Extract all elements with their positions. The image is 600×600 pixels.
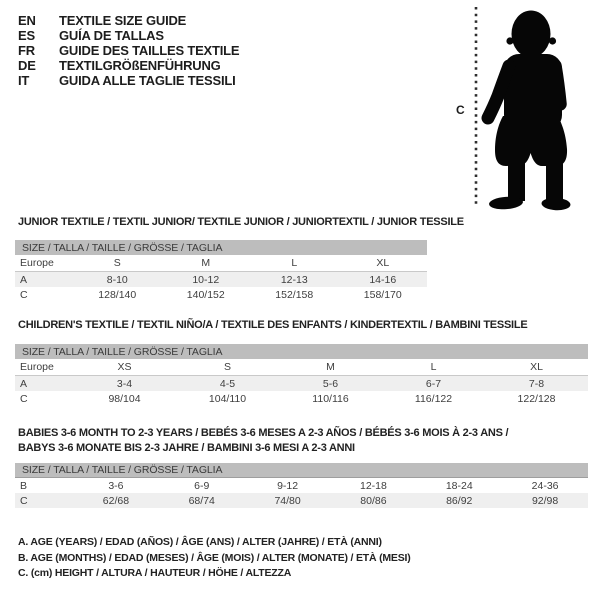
language-title: GUIDA ALLE TAGLIE TESSILI <box>59 73 236 88</box>
language-title: GUIDE DES TAILLES TEXTILE <box>59 43 240 58</box>
table-row <box>15 478 588 493</box>
region-label: Europe <box>20 257 54 269</box>
value-cell: 74/80 <box>274 494 301 507</box>
value-cell: 8-10 <box>106 273 128 286</box>
value-cell: 122/128 <box>517 392 556 405</box>
value-cell: 24-36 <box>531 479 559 492</box>
size-column-header: S <box>223 361 231 373</box>
value-cell: 140/152 <box>186 288 225 301</box>
language-row <box>18 73 239 88</box>
row-label: C <box>20 494 28 507</box>
language-code: DE <box>18 58 36 73</box>
junior-table-title <box>18 215 464 230</box>
title-line: BABIES 3-6 MONTH TO 2-3 YEARS / BEBÉS 3-6 MESES A 2-3 AÑOS / BÉBÉS 3-6 MOIS À 2-3 ANS / <box>18 427 509 439</box>
value-cell: 116/122 <box>414 392 453 405</box>
value-cell: 68/74 <box>188 494 215 507</box>
baby-silhouette <box>488 11 571 211</box>
language-row <box>18 58 239 73</box>
children-size-table <box>15 344 588 406</box>
language-code: EN <box>18 13 36 28</box>
row-label: A <box>20 377 28 390</box>
size-column-header: M <box>326 361 335 373</box>
size-column-header: S <box>113 257 121 269</box>
language-code: IT <box>18 73 30 88</box>
value-cell: 3-6 <box>108 479 124 492</box>
row-label: B <box>20 479 28 492</box>
size-header-bar: SIZE / TALLA / TAILLE / GRÖSSE / TAGLIA <box>15 240 427 255</box>
value-cell: 9-12 <box>277 479 299 492</box>
value-cell: 6-9 <box>194 479 210 492</box>
language-row <box>18 13 239 28</box>
value-cell: 6-7 <box>425 377 442 390</box>
baby-silhouette-figure <box>450 4 580 216</box>
language-code: ES <box>18 28 35 43</box>
region-label: Europe <box>20 361 54 373</box>
junior-size-table <box>15 240 427 302</box>
size-column-header: XL <box>376 257 390 269</box>
row-label: A <box>20 273 28 286</box>
value-cell: 110/116 <box>312 392 349 405</box>
table-row <box>15 493 588 508</box>
babies-size-table <box>15 463 588 508</box>
legend-line-age-years: A. AGE (YEARS) / EDAD (AÑOS) / ÂGE (ANS) / ALTER (JAHRE) / ETÀ (ANNI) <box>18 536 382 548</box>
value-cell: 7-8 <box>528 377 545 390</box>
language-title-block <box>18 13 239 88</box>
legend-line-age-months: B. AGE (MONTHS) / EDAD (MESES) / ÂGE (MOIS) / ALTER (MONATE) / ETÀ (MESI) <box>18 551 411 564</box>
children-table-title <box>18 318 527 333</box>
value-cell: 10-12 <box>192 273 220 286</box>
value-cell: 152/158 <box>275 288 314 301</box>
language-row <box>18 28 239 43</box>
value-cell: 62/68 <box>102 494 130 507</box>
babies-table-title <box>18 426 508 456</box>
value-cell: 86/92 <box>446 494 473 507</box>
language-title: GUÍA DE TALLAS <box>59 28 164 43</box>
row-label: C <box>20 288 28 301</box>
size-column-header: L <box>291 257 298 269</box>
legend-line-height: C. (cm) HEIGHT / ALTURA / HAUTEUR / HÖHE / ALTEZZA <box>18 567 292 579</box>
table-row <box>15 287 427 302</box>
value-cell: 80/86 <box>360 494 387 507</box>
value-cell: 5-6 <box>322 377 339 390</box>
value-cell: 98/104 <box>108 392 141 405</box>
language-title: TEXTILGRÖßENFÜHRUNG <box>59 58 221 73</box>
value-cell: 18-24 <box>445 479 473 492</box>
value-cell: 14-16 <box>369 273 397 286</box>
size-column-header: XL <box>530 361 543 373</box>
size-header-bar: SIZE / TALLA / TAILLE / GRÖSSE / TAGLIA <box>15 344 588 359</box>
value-cell: 128/140 <box>98 288 137 301</box>
table-row <box>15 391 588 406</box>
title-line: BABYS 3-6 MONATE BIS 2-3 JAHRE / BAMBINI 3-6 MESI A 2-3 ANNI <box>18 442 355 454</box>
language-title: TEXTILE SIZE GUIDE <box>59 13 187 28</box>
table-row <box>15 272 427 287</box>
region-row <box>15 255 427 272</box>
value-cell: 4-5 <box>219 377 236 390</box>
value-cell: 158/170 <box>363 288 402 301</box>
value-cell: 12-18 <box>359 479 387 492</box>
size-column-header: XS <box>117 361 132 373</box>
size-column-header: L <box>430 361 437 373</box>
table-row <box>15 376 588 391</box>
language-code: FR <box>18 43 35 58</box>
size-header-bar: SIZE / TALLA / TAILLE / GRÖSSE / TAGLIA <box>15 463 588 478</box>
legend-block <box>18 535 411 582</box>
value-cell: 104/110 <box>208 392 247 405</box>
value-cell: 12-13 <box>280 273 308 286</box>
title-line: JUNIOR TEXTILE / TEXTIL JUNIOR/ TEXTILE JUNIOR / JUNIORTEXTIL / JUNIOR TESSILE <box>18 216 464 228</box>
size-column-header: M <box>201 257 211 269</box>
row-label: C <box>20 392 28 405</box>
language-row <box>18 43 239 58</box>
title-line: CHILDREN'S TEXTILE / TEXTIL NIÑO/A / TEXTILE DES ENFANTS / KINDERTEXTIL / BAMBINI TESSILE <box>18 319 528 331</box>
value-cell: 3-4 <box>116 377 133 390</box>
height-label: C <box>456 103 465 117</box>
region-row <box>15 359 588 376</box>
value-cell: 92/98 <box>531 494 559 507</box>
